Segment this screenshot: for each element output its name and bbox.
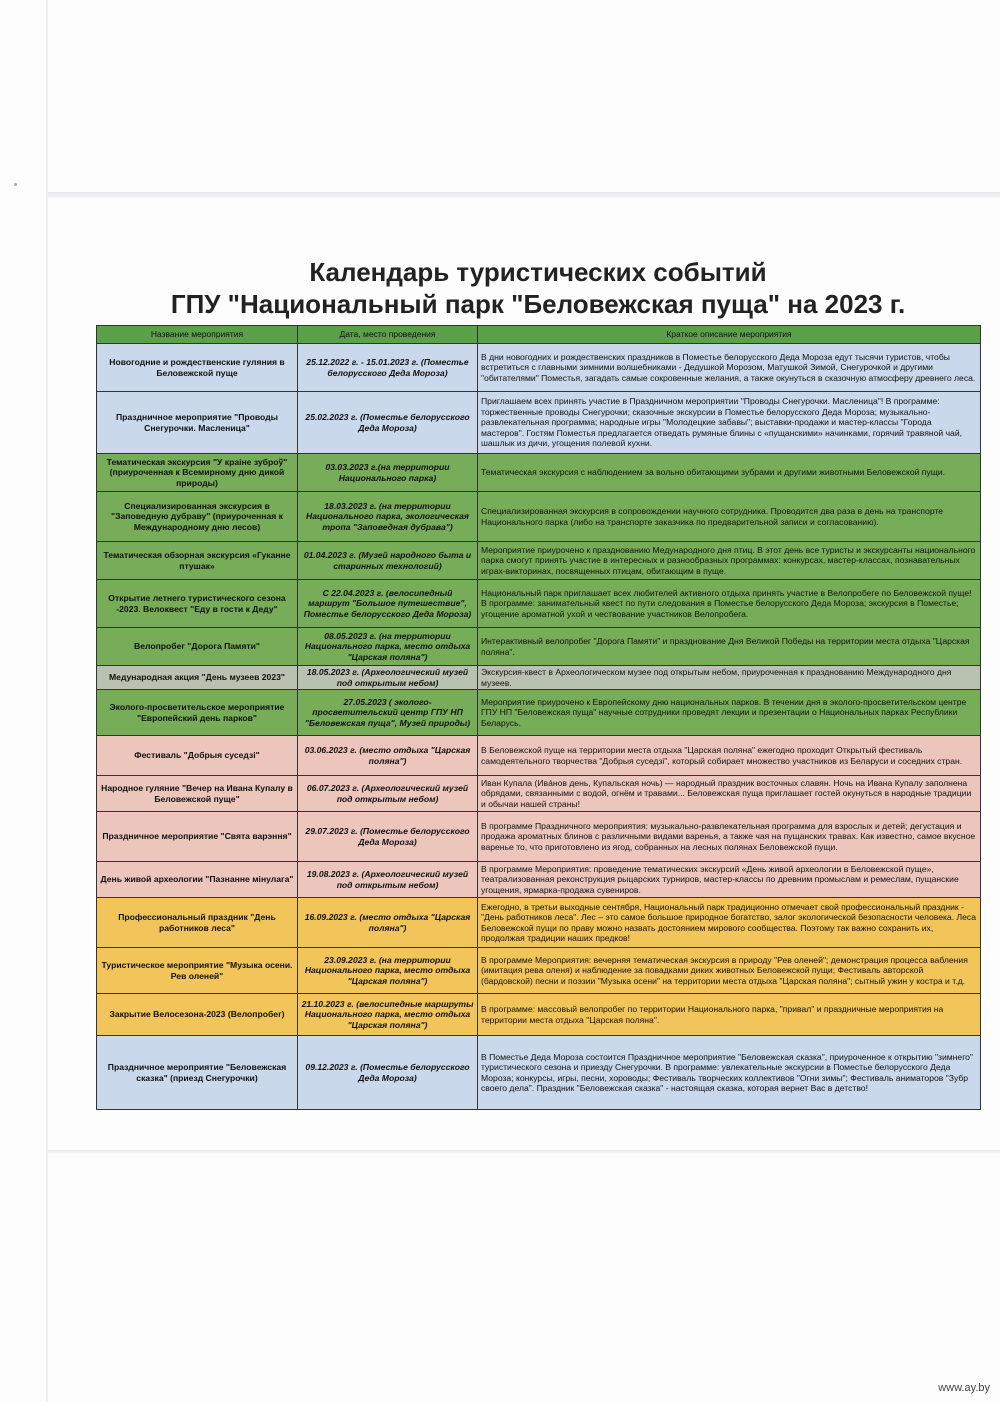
event-name: Тематическая экскурсия "У краіне зуброў" (приуроченная к Всемирному дню дикой природы)	[97, 454, 298, 492]
event-description: Интерактивный велопробег "Дорога Памяти" и празднование Дня Великой Победы на территории места отдыха "Царская поляна".	[478, 628, 981, 666]
event-date: 27.05.2023 ( эколого-просветительский центр ГПУ НП "Беловежская пуща", Музей природы)	[298, 690, 478, 736]
event-date: 09.12.2023 г. (Поместье белорусского Деда Мороза)	[298, 1036, 478, 1110]
events-table	[96, 325, 981, 1110]
event-name: Фестиваль "Добрыя суседзі"	[97, 736, 298, 776]
column-header-description: Краткое описание мероприятия	[478, 326, 981, 344]
event-description: В программе Праздничного мероприятия: музыкально-развлекательная программа для взрослых и детей; дегустация и продажа ароматных блинов с различными видами варенья, а также чая на пущанских травах. Как известно, самое вкусное варенье то, что приготовлено из ягод, собранных на лесных полянах Беловежской пущи.	[478, 812, 981, 862]
table-row	[97, 690, 981, 736]
event-date: 21.10.2023 г. (велосипедные маршруты Национального парка, место отдыха "Царская поляна")	[298, 994, 478, 1036]
title-line-1: Календарь туристических событий	[309, 257, 767, 287]
event-description: Мероприятие приурочено к празднованию Медународного дня птиц. В этот день все туристы и экскурсанты национального парка смогут принять участие в интересных и разнообразных программах: конкурсах, мастер-классах, познавательных играх-викторинах, посвященных птицам, обитающим в пуще.	[478, 542, 981, 580]
table-row	[97, 580, 981, 628]
event-name: Новогодние и рождественские гуляния в Беловежской пуще	[97, 344, 298, 392]
document-title	[96, 256, 980, 320]
event-description: Национальный парк приглашает всех любителей активного отдыха принять участие в Велопробеге по Беловежской пуще! В программе: занимательный квест по пути следования в Поместье белорусского Деда Мороза; экскурсия в Поместье; угощение ароматной ухой и чествование участников Велопробега.	[478, 580, 981, 628]
table-row	[97, 666, 981, 690]
event-date: 18.03.2023 г. (на территории Национального парка, экологическая тропа "Заповедная дубрава")	[298, 492, 478, 542]
table-row	[97, 776, 981, 812]
table-row	[97, 454, 981, 492]
event-name: Народное гуляние "Вечер на Ивана Купалу в Беловежской пуще"	[97, 776, 298, 812]
event-date: 18.05.2023 г. (Археологический музей под открытым небом)	[298, 666, 478, 690]
event-description: В программе: массовый велопробег по территории Национального парка, "привал" и праздничные мероприятия на территории места отдыха "Царская поляна".	[478, 994, 981, 1036]
event-description: Тематическая экскурсия с наблюдением за вольно обитающими зубрами и другими животными Беловежской пущи.	[478, 454, 981, 492]
table-row	[97, 812, 981, 862]
table-row	[97, 994, 981, 1036]
table-row	[97, 948, 981, 994]
page-edge	[46, 0, 48, 1402]
event-name: Тематическая обзорная экскурсия «Гуканне птушак»	[97, 542, 298, 580]
column-header-date: Дата, место проведения	[298, 326, 478, 344]
event-name: Закрытие Велосезона-2023 (Велопробег)	[97, 994, 298, 1036]
table-row	[97, 736, 981, 776]
event-date: 01.04.2023 г. (Музей народного быта и старинных технологий)	[298, 542, 478, 580]
event-description: В дни новогодних и рождественских праздников в Поместье белорусского Деда Мороза едут тысячи туристов, чтобы встретиться с главными зимними волшебниками - Дедушкой Морозом, Матушкой Зимой, Снегурочкой и другими "обитателями" Поместья, загадать самые сокровенные желания, а также окунуться в сказочную атмосферу древнего леса.	[478, 344, 981, 392]
event-date: 23.09.2023 г. (на территории Национального парка, место отдыха "Царская поляна")	[298, 948, 478, 994]
event-name: Велопробег "Дорога Памяти"	[97, 628, 298, 666]
table-row	[97, 392, 981, 454]
event-description: Иван Купала (Ивáнов день, Купальская ночь) — народный праздник восточных славян. Ночь на Ивана Купалу заполнена обрядами, связанными с водой, огнём и травами... Беловежская пуща приглашает гостей окунуться в народные традиции и обычаи нашей страны!	[478, 776, 981, 812]
event-description: В программе Мероприятия: проведение тематических экскурсий «День живой археологии в Беловежской пуще», театрализованная реконструкция рыцарских турниров, мастер-классы по древним промыслам и ремеслам, пущанские угощения, ярмарка-продажа сувениров.	[478, 862, 981, 898]
event-description: Ежегодно, в третьи выходные сентября, Национальный парк традиционно отмечает свой профессиональный праздник - "День работников леса". Лес – это самое большое природное богатство, залог экологической безопасности человека. Леса Беловежской пущи по праву можно назвать достоянием мирового сообщества. Поэтому так важно сохранить их, продолжая традиции наших предков!	[478, 898, 981, 948]
table-row	[97, 492, 981, 542]
event-date: 25.02.2023 г. (Поместье белорусского Деда Мороза)	[298, 392, 478, 454]
event-description: В Беловежской пуще на территории места отдыха "Царская поляна" ежегодно проходит Открытый фестиваль самодеятельного творчества "Добрыя суседзі", который собирает множество участников из Беларуси и соседних стран.	[478, 736, 981, 776]
event-description: Специализированная экскурсия в сопровождении научного сотрудника. Проводится два раза в день на транспорте Национального парка (либо на транспорте заказчика по предварительной записи и согласованию).	[478, 492, 981, 542]
event-name: Медународная акция "День музеев 2023"	[97, 666, 298, 690]
table-row	[97, 898, 981, 948]
event-date: 03.03.2023 г.(на территории Национального парка)	[298, 454, 478, 492]
event-description: Экскурсия-квест в Археологическом музее под открытым небом, приуроченная к празднованию Международного дня музеев.	[478, 666, 981, 690]
watermark: www.ay.by	[938, 1382, 990, 1394]
event-date: 08.05.2023 г. (на территории Национального парка, место отдыха "Царская поляна")	[298, 628, 478, 666]
table-row	[97, 344, 981, 392]
event-name: Открытие летнего туристического сезона -2023. Велоквест "Еду в гости к Деду"	[97, 580, 298, 628]
event-description: Мероприятие приурочено к Европейскому дню национальных парков. В течении дня в эколого-просветительском центре ГПУ НП "Беловежская пуща" научные сотрудники проведят лекции и презентации о Национальных парках Республики Беларусь.	[478, 690, 981, 736]
event-description: Приглашаем всех принять участие в Праздничном мероприятии "Проводы Снегурочки. Масленица"! В программе: торжественные проводы Снегурочки; сказочные экскурсии в Поместье белорусского Деда Мороза; музыкально-развлекательная программа; народные игры "Молодецкие забавы"; выставки-продажи и мастер-классы "Города мастеров". Гостям Поместья предлагается отведать румяные блины с «пущанскими» начинками, горячий травяной чай, шашлык из дичи, угощения полевой кухни.	[478, 392, 981, 454]
scan-speck	[14, 183, 17, 186]
event-date: 06.07.2023 г. (Археологический музей под открытым небом)	[298, 776, 478, 812]
event-name: Праздничное мероприятие "Свята варэння"	[97, 812, 298, 862]
column-header-name: Название мероприятия	[97, 326, 298, 344]
event-description: В программе Мероприятия: вечерняя тематическая экскурсия в природу "Рев оленей"; демонстрация процесса вабления (имитация рева оленя) и наблюдение за повадками диких животных Беловежской пущи; Фестиваль авторской (бардовской) песни и поэзии "Музыка осени" на территории места отдыха "Царская поляна"; сытный ужин у костра и т.д.	[478, 948, 981, 994]
event-name: Специализированная экскурсия в "Заповедную дубраву" (приуроченная к Международному дню лесов)	[97, 492, 298, 542]
table-row	[97, 628, 981, 666]
event-date: 29.07.2023 г. (Поместье белорусского Деда Мороза)	[298, 812, 478, 862]
event-date: С 22.04.2023 г. (велосипедный маршрут "Большое путешествие", Поместье белорусского Деда Мороза)	[298, 580, 478, 628]
event-name: Праздничное мероприятие "Проводы Снегурочки. Масленица"	[97, 392, 298, 454]
event-name: Эколого-просветительское мероприятие "Европейский день парков"	[97, 690, 298, 736]
paper-fold-top	[48, 192, 1000, 198]
event-date: 03.06.2023 г. (место отдыха "Царская поляна")	[298, 736, 478, 776]
event-date: 25.12.2022 г. - 15.01.2023 г. (Поместье белорусского Деда Мороза)	[298, 344, 478, 392]
event-name: Туристическое мероприятие "Музыка осени. Рев оленей"	[97, 948, 298, 994]
event-description: В Поместье Деда Мороза состоится Праздничное мероприятие "Беловежская сказка", приуроченное к открытию "зимнего" туристического сезона и приезду Снегурочки. В программе: увлекательные экскурсии в Поместье белорусского Деда Мороза; конкурсы, игры, песни, хороводы; Фестиваль творческих коллективов "Огни зимы"; Фестиваль аниматоров "Зубр своего дела". Праздник "Беловежская сказка" - настоящая сказка, которая вернет Вас в детство!	[478, 1036, 981, 1110]
event-name: Профессиональный праздник "День работников леса"	[97, 898, 298, 948]
table-row	[97, 862, 981, 898]
table-row	[97, 1036, 981, 1110]
table-row	[97, 542, 981, 580]
event-name: День живой археологии "Пазнанне мінулага"	[97, 862, 298, 898]
event-date: 19.08.2023 г. (Археологический музей под открытым небом)	[298, 862, 478, 898]
paper-fold-bottom	[48, 1150, 1000, 1154]
title-line-2: ГПУ "Национальный парк "Беловежская пуща" на 2023 г.	[170, 289, 906, 319]
event-name: Праздничное мероприятие "Беловежская сказка" (приезд Снегурочки)	[97, 1036, 298, 1110]
event-date: 16.09.2023 г. (место отдыха "Царская поляна")	[298, 898, 478, 948]
table-header-row	[97, 326, 981, 344]
